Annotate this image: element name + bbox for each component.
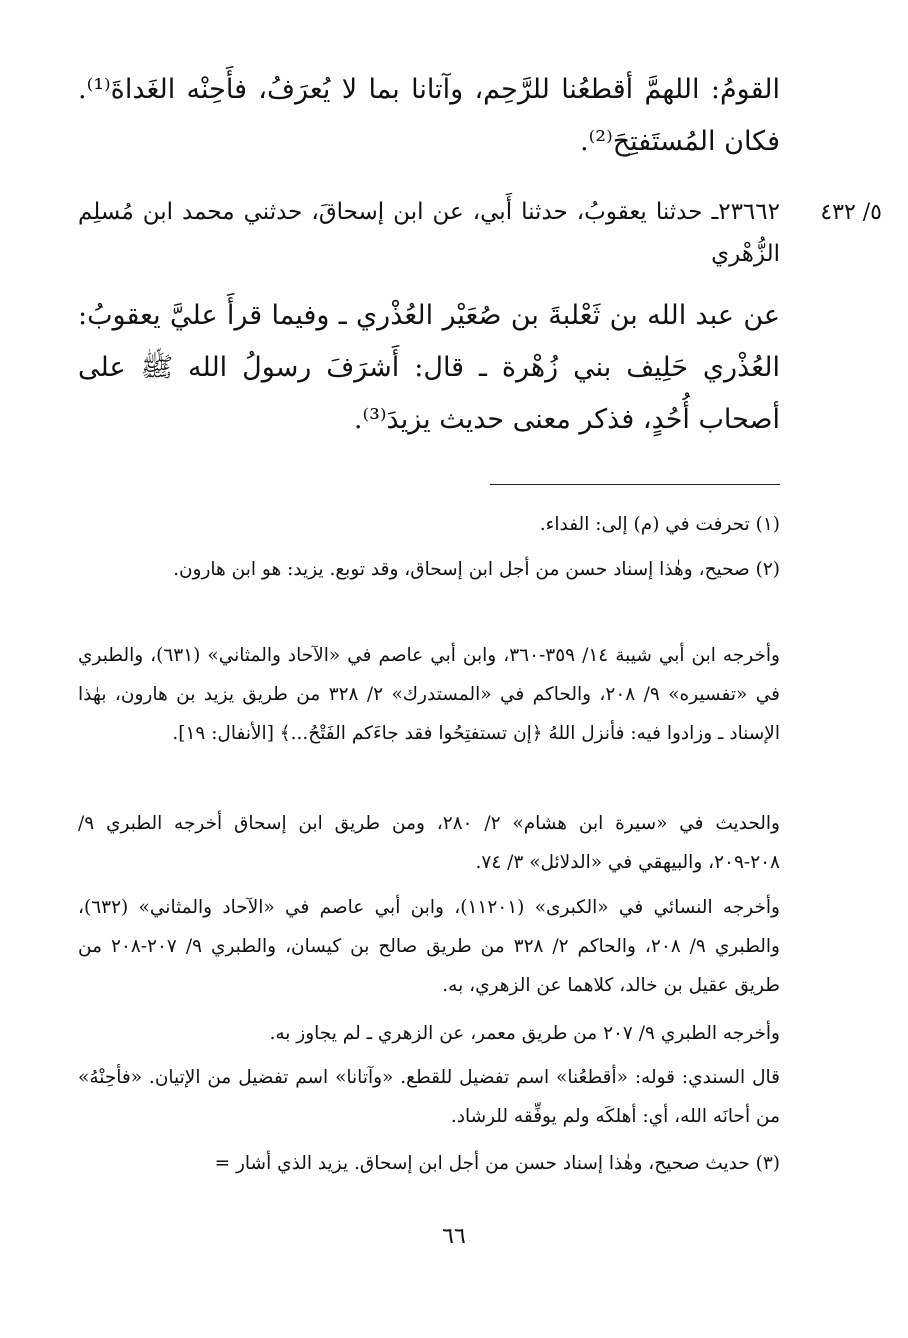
footnote-2-sources: وأخرجه ابن أبي شيبة ١٤/ ٣٥٩-٣٦٠، وابن أبي عاصم في «الآحاد والمثاني» (٦٣١)، والطبري في «تفسيره» ٩/ ٢٠٨، والحاكم في «المستدرك» ٢/ ٣٢٨ من طريق يزيد بن هارون، بهٰذا الإسناد ـ وزادوا فيه: فأنزل اللهُ ﴿إن تستفتِحُوا فقد جاءَكم الفَتْحُ...﴾ [الأنفال: ١٩].	[78, 645, 780, 744]
footnote-1: (١) تحرفت في (م) إلى: الفداء.	[539, 514, 780, 535]
main-text-paragraph-1: القومُ: اللهمَّ أقطعُنا للرَّحِم، وآتانا بما لا يُعرَفُ، فأَحِنْه الغَداةَ⁽¹⁾. فكان المُستَفتِحَ⁽²⁾.	[78, 74, 780, 157]
footnote-2: (٢) صحيح، وهٰذا إسناد حسن من أجل ابن إسحاق، وقد توبع. يزيد: هو ابن هارون.	[173, 559, 780, 580]
footnote-2-nasai: وأخرجه النسائي في «الكبرى» (١١٢٠١)، وابن أبي عاصم في «الآحاد والمثاني» (٦٣٢)، والطبري ٩/ ٢٠٨، والحاكم ٢/ ٣٢٨ من طريق صالح بن كيسان، والطبري ٩/ ٢٠٧-٢٠٨ من طريق عقيل بن خالد، كلاهما عن الزهري، به.	[78, 897, 780, 996]
page-number: ٦٦	[442, 1224, 466, 1249]
footnote-2-sira: والحديث في «سيرة ابن هشام» ٢/ ٢٨٠، ومن طريق ابن إسحاق أخرجه الطبري ٩/ ٢٠٨-٢٠٩، والبيهقي في «الدلائل» ٣/ ٧٤.	[78, 813, 780, 873]
hadith-number-line: ٢٣٦٦٢ـ حدثنا يعقوبُ، حدثنا أَبي، عن ابن إسحاقَ، حدثني محمد ابن مُسلِم الزُّهْري	[78, 199, 780, 267]
footnote-2-sindi: قال السندي: قوله: «أقطعُنا» اسم تفضيل للقطع. «وآتانا» اسم تفضيل من الإتيان. «فأحِنْهُ» من أحانَه الله، أي: أهلكَه ولم يوفِّقه للرشاد.	[78, 1067, 780, 1127]
footnote-3: (٣) حديث صحيح، وهٰذا إسناد حسن من أجل ابن إسحاق. يزيد الذي أشار =	[214, 1153, 780, 1174]
footnote-2-tabari: وأخرجه الطبري ٩/ ٢٠٧ من طريق معمر، عن الزهري ـ لم يجاوز به.	[269, 1023, 780, 1044]
footnote-separator	[490, 484, 780, 485]
margin-reference: ٥/ ٤٣٢	[820, 200, 882, 225]
main-text-paragraph-2: عن عبد الله بن ثَعْلبةَ بن صُعَيْر العُذْري ـ وفيما قرأَ عليَّ يعقوبُ: العُذْري حَلِيف بني زُهْرة ـ قال: أَشرَفَ رسولُ الله ﷺ على أصحاب أُحُدٍ، فذكر معنى حديث يزيدَ⁽³⁾.	[78, 300, 780, 435]
